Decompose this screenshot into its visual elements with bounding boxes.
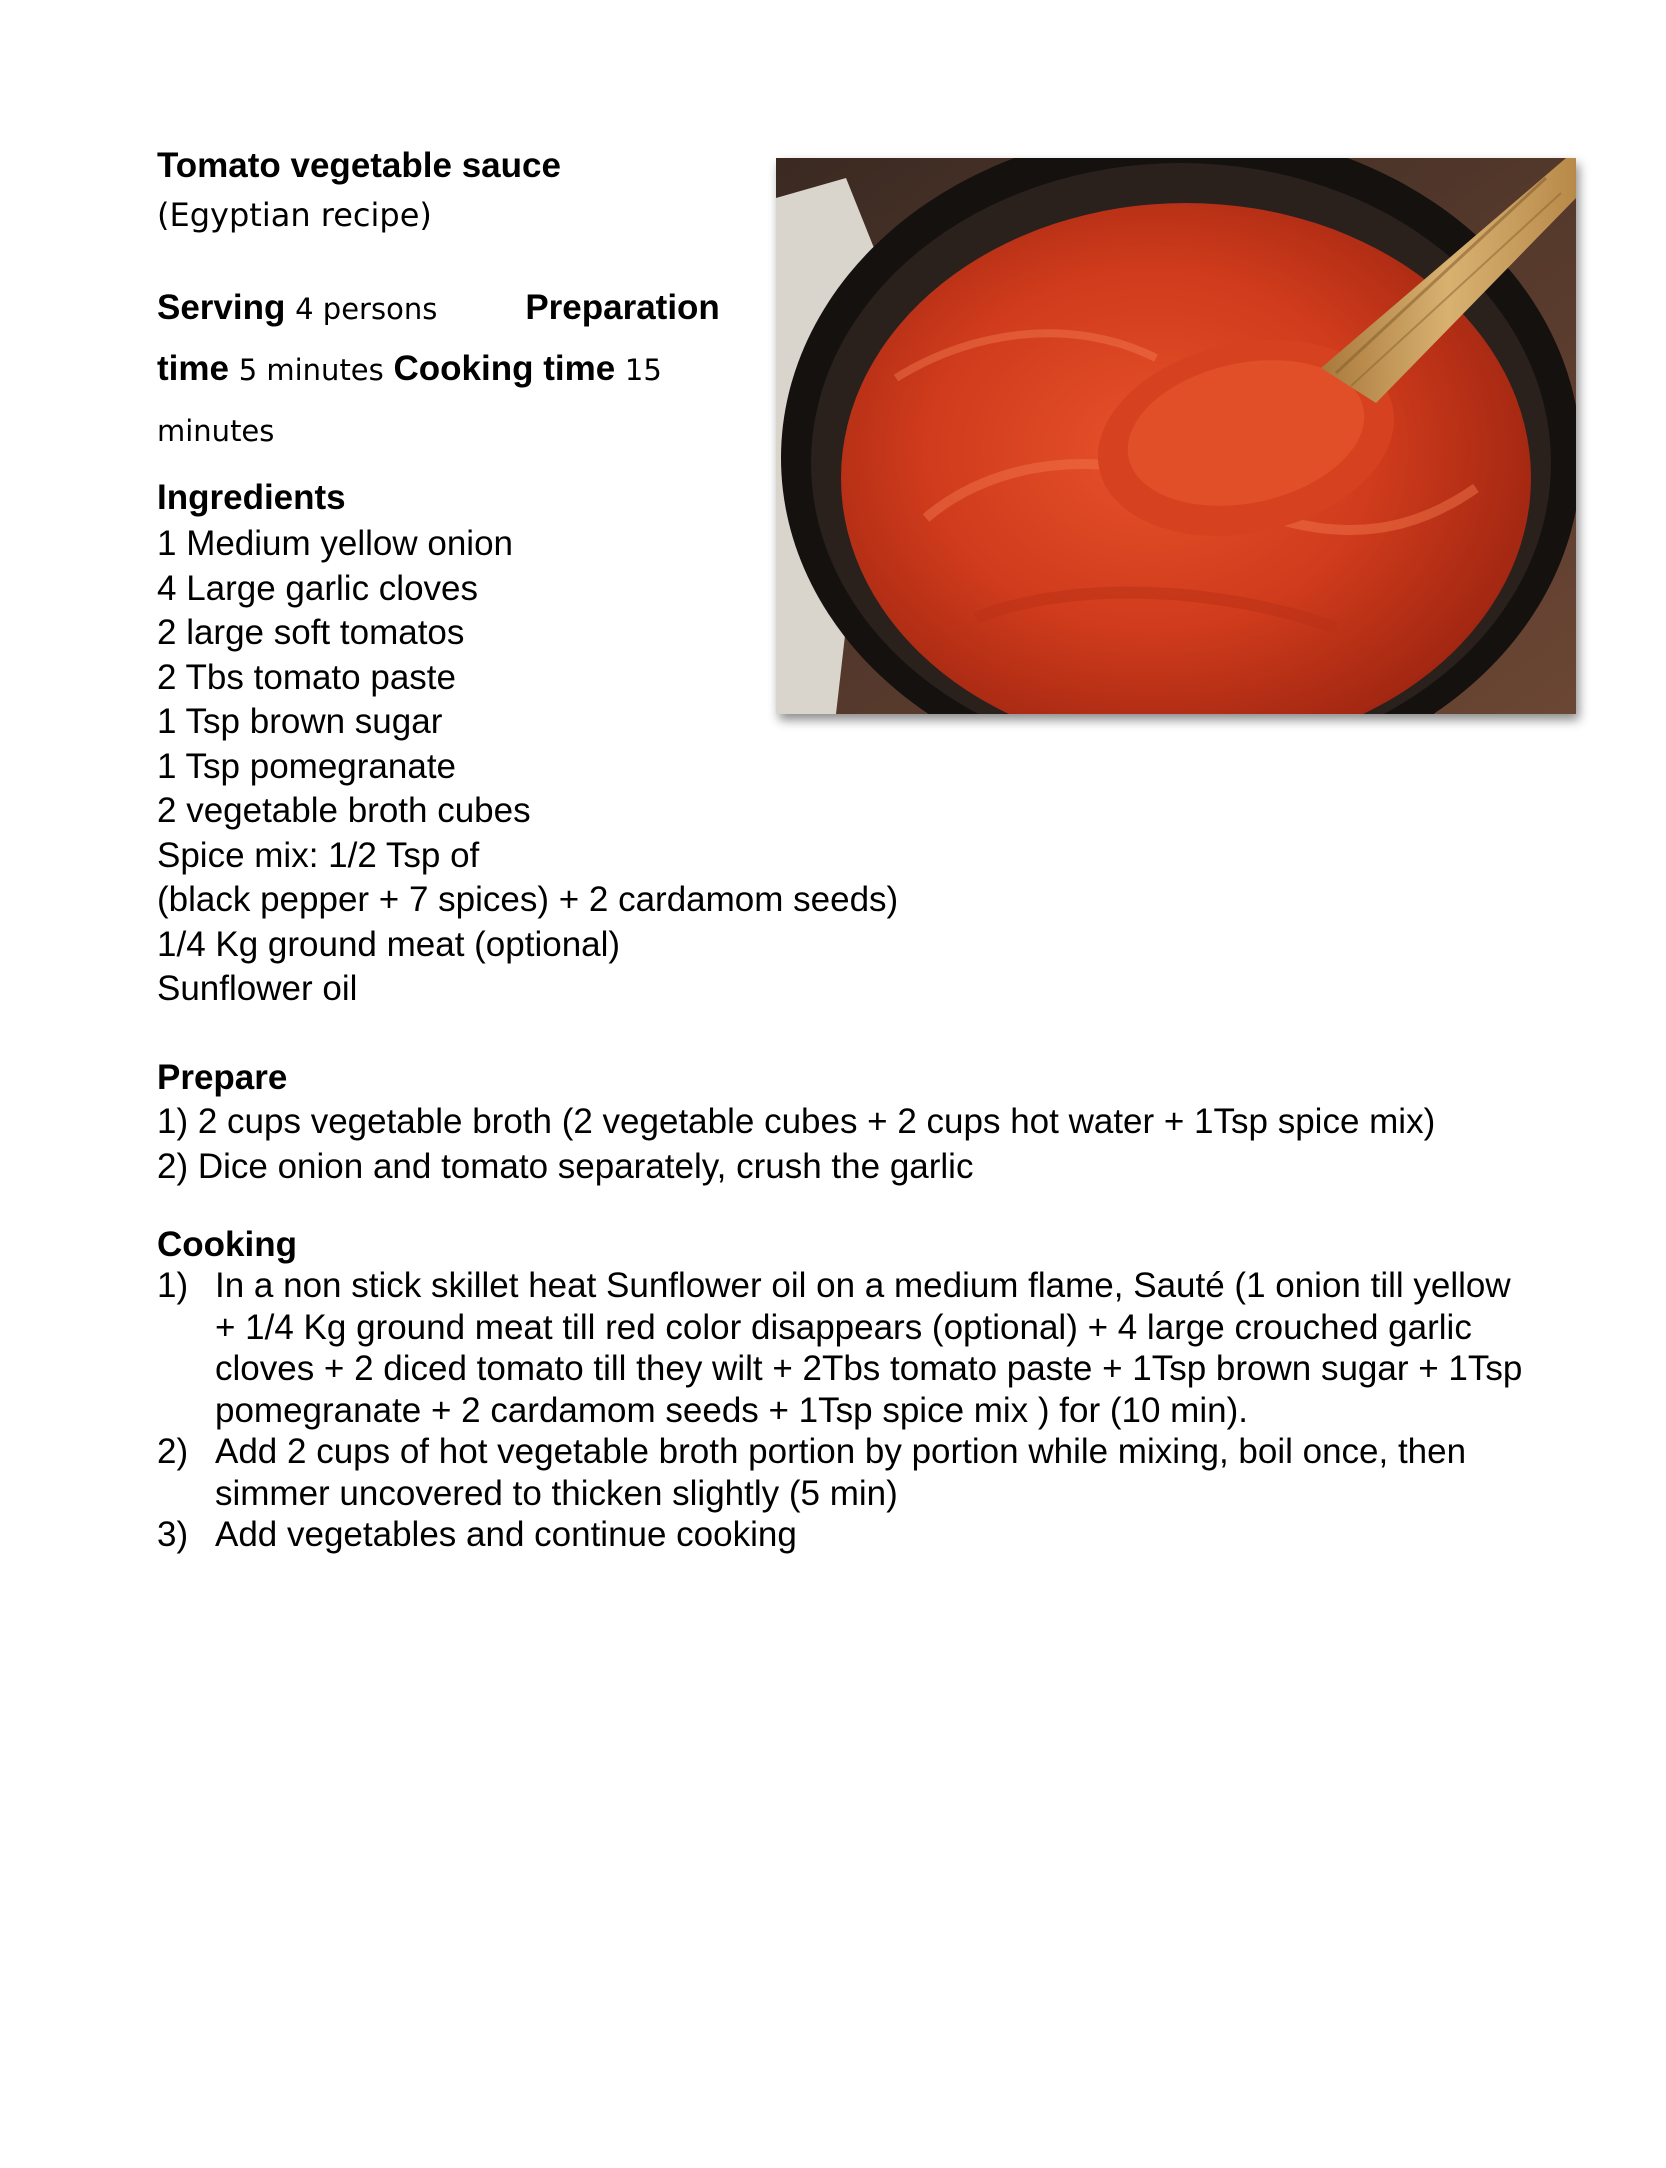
- cooking-step-text: Add vegetables and continue cooking: [215, 1515, 797, 1554]
- ingredient-item: 2 large soft tomatos: [157, 613, 465, 652]
- cook-value-unit: minutes: [157, 414, 275, 448]
- ingredients-heading: Ingredients: [157, 478, 346, 517]
- prep-label-part2: time: [157, 349, 229, 388]
- cooking-step-number: 1): [157, 1266, 189, 1305]
- recipe-meta: [157, 278, 737, 461]
- serving-label: Serving: [157, 288, 286, 327]
- cooking-step-number: 3): [157, 1515, 189, 1554]
- prepare-item: 2) Dice onion and tomato separately, crush the garlic: [157, 1146, 974, 1186]
- ingredient-item: 1 Medium yellow onion: [157, 524, 514, 563]
- recipe-title: Tomato vegetable sauce: [157, 146, 561, 185]
- ingredient-item: 1 Tsp brown sugar: [157, 702, 443, 741]
- ingredient-item: 2 vegetable broth cubes: [157, 791, 531, 830]
- ingredients-list: [157, 522, 898, 1012]
- cooking-step-text: In a non stick skillet heat Sunflower oil on a medium flame, Sauté (1 onion till yellow + 1/4 Kg ground meat till red color disappears (optional) + 4 large crouched garlic cloves + 2 diced tomato till they wilt + 2Tbs tomato paste + 1Tsp brown sugar + 1Tsp pomegranate + 2 cardamom seeds + 1Tsp spice mix ) for (10 min).: [215, 1266, 1523, 1430]
- ingredient-item: 2 Tbs tomato paste: [157, 657, 456, 697]
- ingredient-item: (black pepper + 7 spices) + 2 cardamom seeds): [157, 880, 899, 919]
- cooking-step-text: Add 2 cups of hot vegetable broth portion by portion while mixing, boil once, then simmer uncovered to thicken slightly (5 min): [215, 1432, 1467, 1513]
- cooking-heading: Cooking: [157, 1225, 297, 1264]
- cooking-step-number: 2): [157, 1432, 189, 1471]
- prepare-heading: Prepare: [157, 1058, 288, 1097]
- prep-label-part1: Preparation: [525, 288, 720, 327]
- ingredient-item: 1 Tsp pomegranate: [157, 746, 457, 786]
- ingredient-item: Spice mix: 1/2 Tsp of: [157, 835, 480, 875]
- ingredient-item: 1/4 Kg ground meat (optional): [157, 924, 621, 964]
- cooking-step: [157, 1514, 1537, 1556]
- recipe-subtitle: (Egyptian recipe): [157, 196, 432, 234]
- prepare-item: 1) 2 cups vegetable broth (2 vegetable cubes + 2 cups hot water + 1Tsp spice mix): [157, 1102, 1436, 1141]
- prep-value: 5 minutes: [238, 353, 384, 387]
- cook-value: 15: [624, 353, 662, 387]
- cooking-step: [157, 1265, 1537, 1431]
- cooking-step: [157, 1431, 1537, 1514]
- prepare-list: [157, 1100, 1435, 1189]
- ingredient-item: Sunflower oil: [157, 969, 358, 1008]
- serving-value: 4 persons: [295, 292, 438, 326]
- cooking-steps: [157, 1265, 1537, 1556]
- ingredient-item: 4 Large garlic cloves: [157, 568, 478, 608]
- cook-label: Cooking time: [393, 349, 616, 388]
